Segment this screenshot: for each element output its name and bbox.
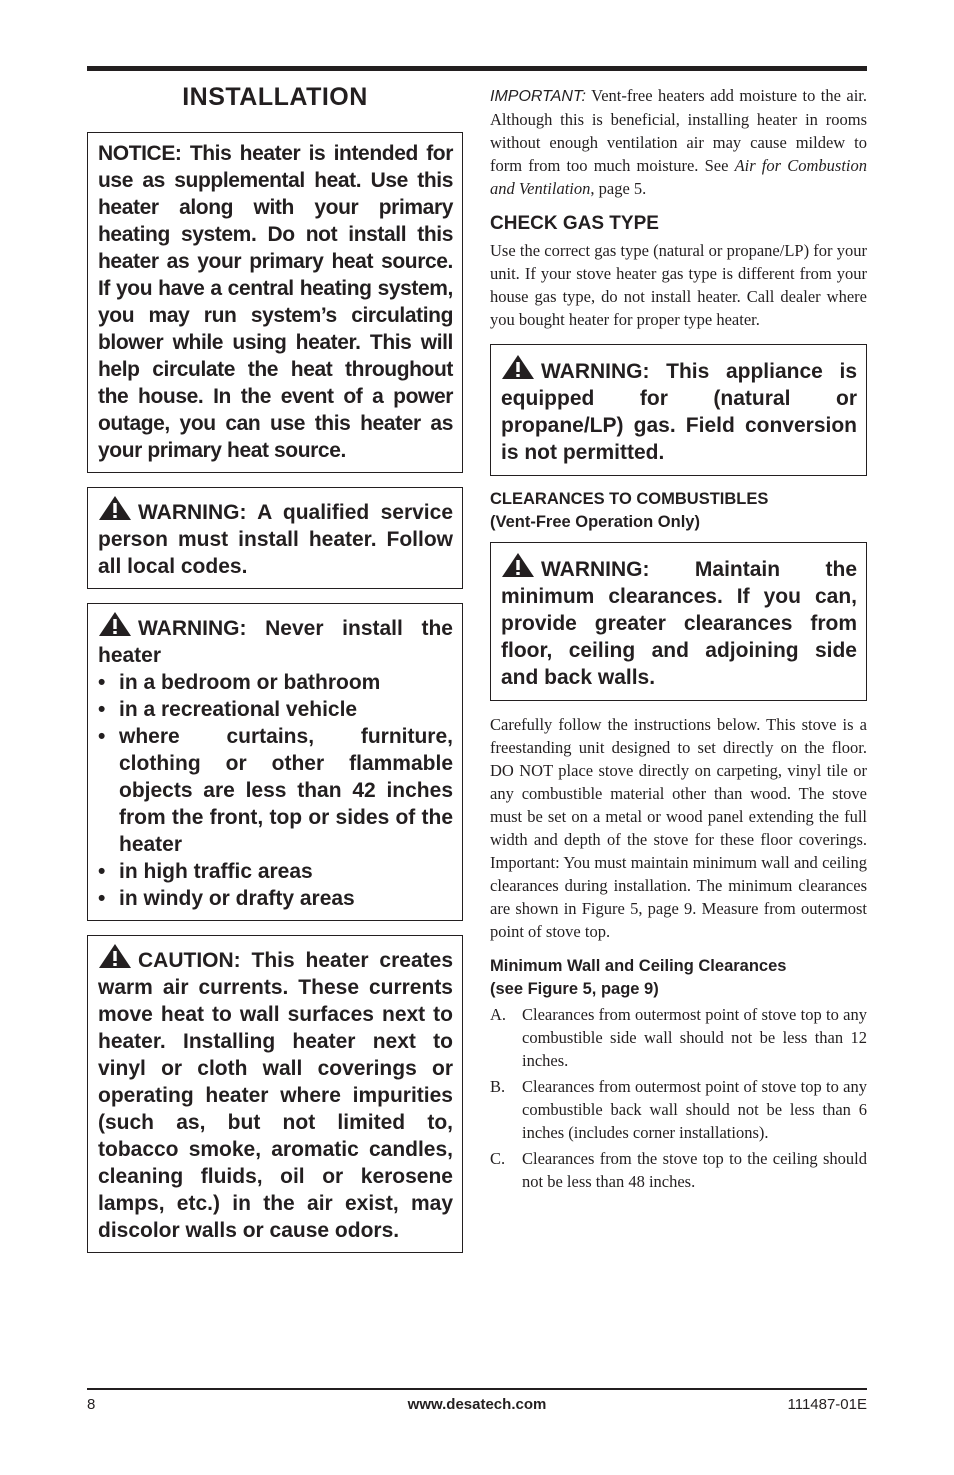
website-link[interactable]: www.desatech.com bbox=[407, 1396, 547, 1413]
list-text: Clearances from outermost point of stove top to any combustible side wall should not be less than 12 inches. bbox=[522, 1005, 867, 1070]
list-text: Clearances from the stove top to the ceiling should not be less than 48 inches. bbox=[522, 1149, 867, 1191]
caution-box bbox=[87, 935, 463, 1253]
warning-gas-text: WARNING: This appliance is equipped for (natural or propane/LP) gas. Field conversion is not permitted. bbox=[501, 360, 857, 464]
warning-clearances-box bbox=[490, 542, 867, 701]
important-paragraph bbox=[490, 84, 867, 200]
warning-icon bbox=[501, 552, 535, 578]
list-letter: B. bbox=[490, 1077, 506, 1096]
right-column bbox=[490, 84, 867, 1196]
check-gas-heading: CHECK GAS TYPE bbox=[490, 213, 659, 234]
warning-never-list bbox=[98, 669, 453, 912]
check-gas-text: Use the correct gas type (natural or propane/LP) for your unit. If your stove heater gas type is different from your house gas type, do not install heater. Call dealer where you bought heater for proper type heater. bbox=[490, 241, 867, 329]
clearances-text: Carefully follow the instructions below. This stove is a freestanding unit designed to set directly on the floor. DO NOT place stove directly on carpeting, vinyl tile or any combustible material other than wood. The stove must be set on a metal or wood panel extending the full width and depth of the stove for these floor coverings. Important: You must maintain minimum wall and ceiling clearances during installation. The minimum clearances are shown in Figure 5, page 9. Measure from outermost point of stove top. bbox=[490, 715, 867, 941]
list-text: Clearances from outermost point of stove top to any combustible back wall should not be less than 6 inches (includes corner installations). bbox=[522, 1077, 867, 1142]
list-item: • in high traffic areas bbox=[98, 858, 453, 885]
important-page: , page 5. bbox=[590, 179, 647, 198]
list-item: • where curtains, furniture, clothing or other flammable objects are less than 42 inches from the front, top or sides of the heater bbox=[98, 723, 453, 858]
min-clearances-heading: Minimum Wall and Ceiling Clearances bbox=[490, 957, 787, 975]
warning-never-box bbox=[87, 603, 463, 921]
clearances-subheading: (Vent-Free Operation Only) bbox=[490, 513, 700, 531]
min-clearances-subheading: (see Figure 5, page 9) bbox=[490, 980, 659, 998]
warning-icon bbox=[98, 611, 132, 637]
list-letter: C. bbox=[490, 1149, 506, 1168]
top-rule bbox=[87, 66, 867, 71]
clearances-heading: CLEARANCES TO COMBUSTIBLES bbox=[490, 490, 769, 508]
section-title: INSTALLATION bbox=[182, 83, 368, 111]
warning-icon bbox=[98, 943, 132, 969]
list-item: • in windy or drafty areas bbox=[98, 885, 453, 912]
warning-gas-box bbox=[490, 344, 867, 476]
bottom-rule bbox=[87, 1388, 867, 1390]
left-column bbox=[87, 80, 463, 1253]
notice-text: NOTICE: This heater is intended for use as supplemental heat. Use this heater along with your primary heating system. Do not install this heater as your primary heat source. If you have a central heating system, you may run system’s circulating blower while using heater. This will help circulate the heat throughout the house. In the event of a power outage, you can use this heater as your primary heat source. bbox=[98, 142, 453, 462]
warning-service-text: WARNING: A qualified service person must install heater. Follow all local codes. bbox=[98, 501, 453, 578]
important-ref: Air for Combustion and Ventilation bbox=[490, 156, 867, 198]
list-item: • in a bedroom or bathroom bbox=[98, 669, 453, 696]
min-clearances-list bbox=[490, 1003, 867, 1193]
warning-clearances-text: WARNING: Maintain the minimum clearances. If you can, provide greater clearances from floor, ceiling and adjoining side and back walls. bbox=[501, 558, 857, 689]
caution-text: CAUTION: This heater creates warm air currents. These currents move heat to wall surfaces next to heater. Installing heater next to vinyl or cloth wall coverings or operating heater where impurities (such as, but not limited to, tobacco smoke, aromatic candles, cleaning fluids, oil or kerosene lamps, etc.) in the air exist, may discolor walls or cause odors. bbox=[98, 949, 453, 1242]
list-item bbox=[490, 1075, 867, 1144]
warning-icon bbox=[501, 354, 535, 380]
notice-box bbox=[87, 132, 463, 473]
warning-never-intro: WARNING: Never install the heater bbox=[98, 617, 453, 667]
important-label: IMPORTANT: bbox=[490, 88, 586, 105]
list-item bbox=[490, 1147, 867, 1193]
warning-icon bbox=[98, 495, 132, 521]
important-text: Vent-free heaters add moisture to the air. Although this is beneficial, installing heater in rooms without enough ventilation air may cause mildew to form from too much moisture. See bbox=[490, 86, 867, 175]
list-item bbox=[490, 1003, 867, 1072]
warning-service-box bbox=[87, 487, 463, 589]
list-item: • in a recreational vehicle bbox=[98, 696, 453, 723]
list-letter: A. bbox=[490, 1005, 507, 1024]
page-number: 8 bbox=[87, 1396, 96, 1413]
doc-number: 111487-01E bbox=[787, 1396, 867, 1413]
